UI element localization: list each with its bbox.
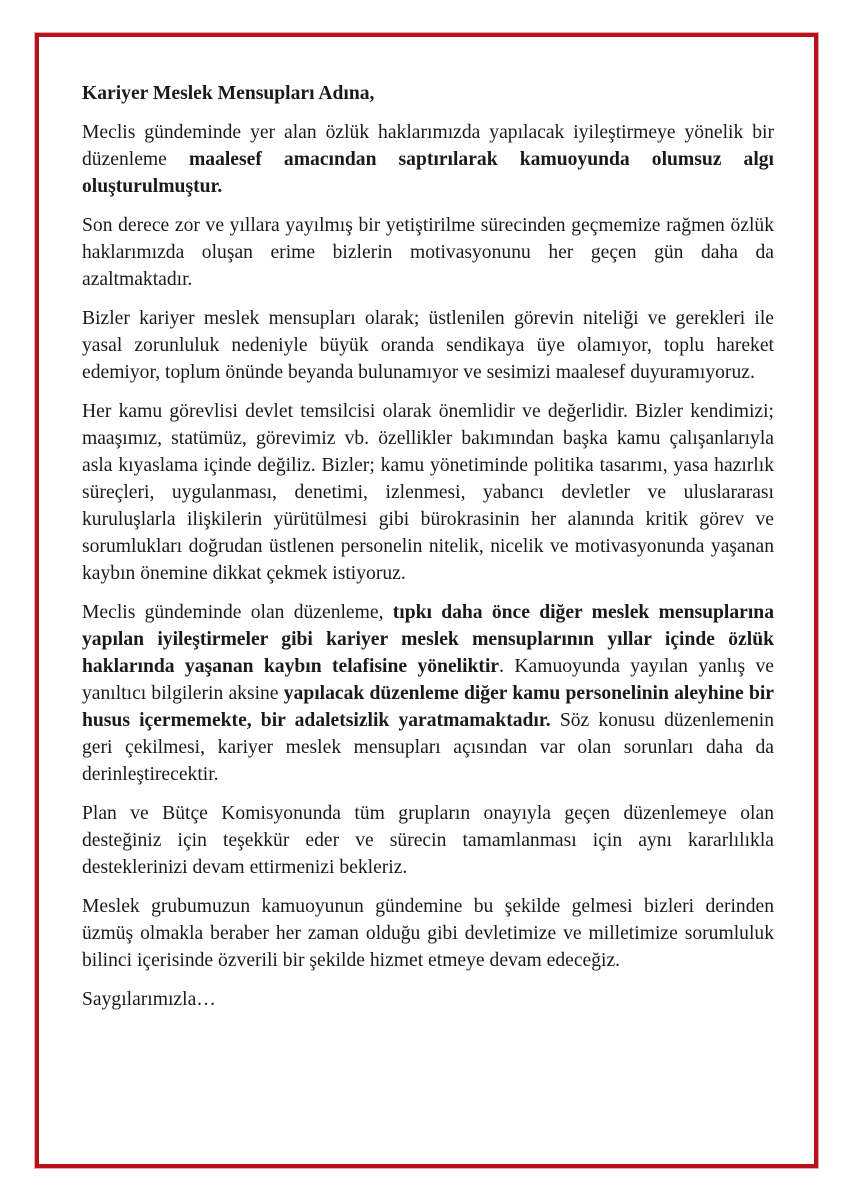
- paragraph: [82, 305, 774, 386]
- text: Son derece zor ve yıllara yayılmış bir yetiştirilme sürecinden geçmemize rağmen özlük haklarımızda oluşan erime bizlerin motivasyonunu her geçen gün daha da azaltmaktadır.: [82, 215, 774, 290]
- bold-text: tıpkı daha önce diğer meslek mensuplarına yapılan iyileştirmeler gibi kariyer meslek mensuplarının yıllar içinde özlük haklarında yaşanan kaybın telafisine yöneliktir: [82, 602, 774, 677]
- bold-text: maalesef amacından saptırılarak kamuoyunda olumsuz algı oluşturulmuştur.: [82, 149, 775, 197]
- text: Her kamu görevlisi devlet temsilcisi olarak önemlidir ve değerlidir. Bizler kendimizi; maaşımız, statümüz, görevimiz vb. özellikler bakımından başka kamu çalışanlarıyla asla kıyaslama içinde değiliz. Bizler; kamu yönetiminde politika tasarımı, yasa hazırlık süreçleri, uygulanması, denetimi, izlenmesi, yabancı devletler ve uluslararası kuruluşlarla ilişkilerin yürütülmesi gibi bürokrasinin her alanında kritik görev ve sorumlukları doğrudan üstlenen personelin nitelik, nicelik ve motivasyonunda yaşanan kaybın önemine dikkat çekmek istiyoruz.: [82, 401, 774, 584]
- letter-body: [82, 80, 774, 1025]
- paragraph: [82, 398, 774, 587]
- closing: Saygılarımızla…: [82, 989, 216, 1010]
- paragraph: [82, 893, 774, 974]
- text: Meclis gündeminde olan düzenleme,: [82, 602, 393, 623]
- paragraph: [82, 599, 774, 788]
- paragraph: [82, 119, 774, 200]
- text: Plan ve Bütçe Komisyonunda tüm grupların onayıyla geçen düzenlemeye olan desteğiniz için teşekkür eder ve sürecin tamamlanması için aynı kararlılıkla desteklerinizi devam ettirmenizi bekleriz.: [82, 803, 774, 878]
- bold-text: yapılacak düzenleme diğer kamu personelinin aleyhine bir husus içermemekte, bir adaletsizlik yaratmamaktadır.: [82, 683, 774, 731]
- paragraph: [82, 212, 774, 293]
- text: Bizler kariyer meslek mensupları olarak; üstlenilen görevin niteliği ve gerekleri ile yasal zorunluluk nedeniyle büyük oranda sendikaya üye olamıyor, toplu hareket edemiyor, toplum önünde beyanda bulunamıyor ve sesimizi maalesef duyuramıyoruz.: [82, 308, 774, 383]
- paragraphs: [82, 119, 774, 974]
- text: Söz konusu düzenlemenin geri çekilmesi, kariyer meslek mensupları açısından var olan sorunları daha da derinleştirecektir.: [82, 710, 774, 785]
- text: Meclis gündeminde yer alan özlük haklarımızda yapılacak iyileştirmeye yönelik bir düzenleme: [82, 122, 774, 170]
- salutation: Kariyer Meslek Mensupları Adına,: [82, 83, 375, 104]
- paragraph: [82, 800, 774, 881]
- text: . Kamuoyunda yayılan yanlış ve yanıltıcı bilgilerin aksine: [82, 656, 774, 704]
- text: Meslek grubumuzun kamuoyunun gündemine bu şekilde gelmesi bizleri derinden üzmüş olmakla beraber her zaman olduğu gibi devletimize ve milletimize sorumluluk bilinci içerisinde özverili bir şekilde hizmet etmeye devam edeceğiz.: [82, 896, 774, 971]
